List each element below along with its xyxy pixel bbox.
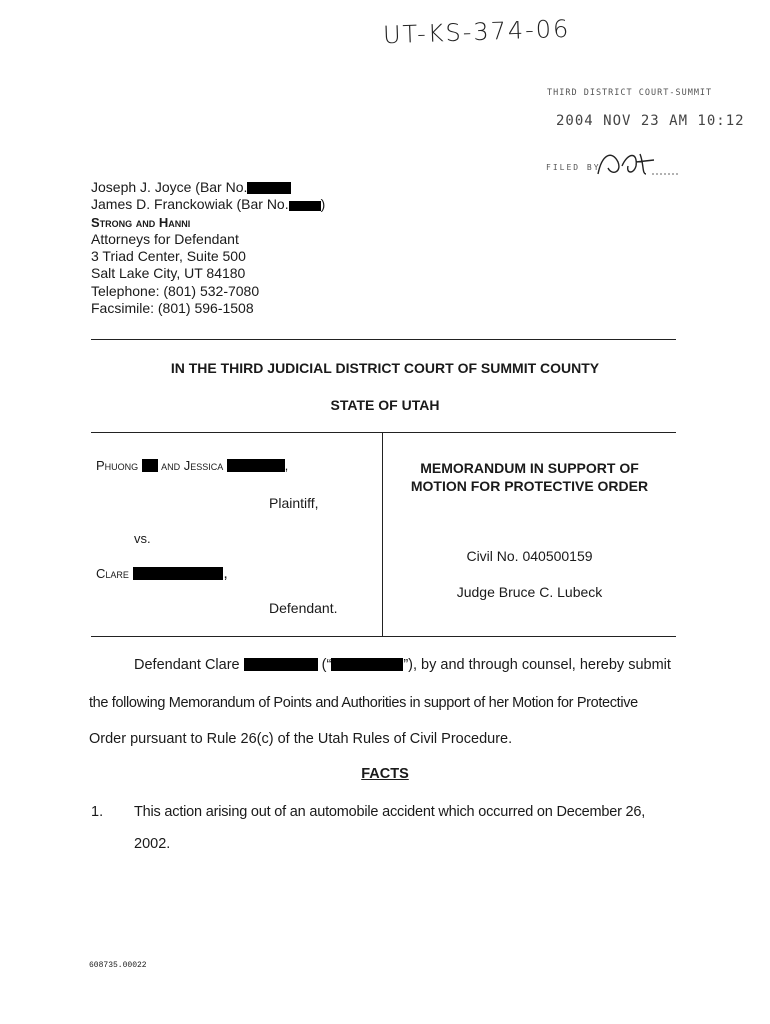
document-title — [383, 459, 676, 495]
attorney-franckowiak-text: James D. Franckowiak (Bar No. — [91, 196, 289, 213]
attorney-line-joyce — [91, 179, 325, 196]
firm-address-line2: Salt Lake City, UT 84180 — [91, 265, 246, 282]
plaintiff-name-2: and Jessica — [161, 458, 224, 473]
handwritten-case-number: UT-KS-374-06 — [382, 14, 571, 50]
court-state: STATE OF UTAH — [330, 397, 440, 413]
document-title-line1: MEMORANDUM IN SUPPORT OF — [420, 460, 639, 476]
redaction-bar — [227, 459, 285, 472]
plaintiff-name-1: Phuong — [96, 458, 139, 473]
attorney-joyce-text: Joseph J. Joyce (Bar No. — [91, 179, 248, 195]
redaction-bar — [331, 658, 403, 671]
intro-paragraph-line3: Order pursuant to Rule 26(c) of the Utah Rules of Civil Procedure. — [89, 731, 513, 747]
document-title-line2: MOTION FOR PROTECTIVE ORDER — [410, 478, 649, 494]
court-filing-stamp: THIRD DISTRICT COURT-SUMMIT — [547, 88, 713, 98]
defendant-name — [96, 565, 228, 583]
defendant-role: Defendant. — [269, 600, 338, 616]
plaintiff-names — [96, 458, 288, 473]
civil-case-number: Civil No. 040500159 — [466, 548, 593, 564]
redaction-bar — [142, 459, 158, 472]
intro-quote-open: (“ — [321, 657, 332, 673]
plaintiff-role: Plaintiff, — [269, 495, 319, 511]
intro-paragraph-line1 — [134, 657, 671, 673]
judge-name: Judge Bruce C. Lubeck — [456, 584, 603, 600]
fact-1-number: 1. — [91, 804, 104, 820]
redaction-bar — [133, 567, 223, 580]
redaction-bar — [244, 658, 318, 671]
plaintiff-comma: , — [284, 459, 289, 473]
redaction-bar — [289, 201, 321, 211]
caption-bottom-rule — [91, 636, 676, 637]
attorney-role: Attorneys for Defendant — [91, 230, 239, 247]
attorney-franckowiak-close: ) — [320, 196, 326, 213]
footer-document-id: 608735.00022 — [89, 961, 147, 970]
fact-1-line1: This action arising out of an automobile accident which occurred on December 26, — [134, 804, 646, 820]
redaction-bar — [247, 182, 291, 194]
caption-top-rule — [91, 432, 676, 433]
filed-by-label: FILED BY — [546, 163, 601, 172]
filed-by-signature — [592, 144, 682, 185]
defendant-comma: , — [223, 565, 228, 582]
fact-1-line2: 2002. — [134, 836, 171, 852]
attorney-line-franckowiak — [91, 196, 325, 213]
divider-rule — [91, 339, 676, 340]
firm-telephone: Telephone: (801) 532-7080 — [91, 282, 260, 299]
intro-defendant-text: Defendant Clare — [134, 657, 240, 673]
firm-facsimile: Facsimile: (801) 596-1508 — [91, 300, 254, 317]
intro-paragraph-line2: the following Memorandum of Points and Authorities in support of her Motion for Protective — [89, 695, 638, 711]
court-title: IN THE THIRD JUDICIAL DISTRICT COURT OF SUMMIT COUNTY — [170, 360, 600, 376]
law-firm-name: Strong and Hanni — [91, 214, 191, 230]
filing-date-stamp: 2004 NOV 23 AM 10:12 — [556, 113, 745, 129]
firm-address-line1: 3 Triad Center, Suite 500 — [91, 248, 246, 265]
attorney-block — [91, 179, 325, 317]
versus-label: vs. — [134, 531, 151, 546]
facts-heading: FACTS — [361, 766, 409, 782]
defendant-first-name: Clare — [96, 566, 129, 581]
intro-remainder: ”), by and through counsel, hereby submit — [403, 657, 671, 673]
